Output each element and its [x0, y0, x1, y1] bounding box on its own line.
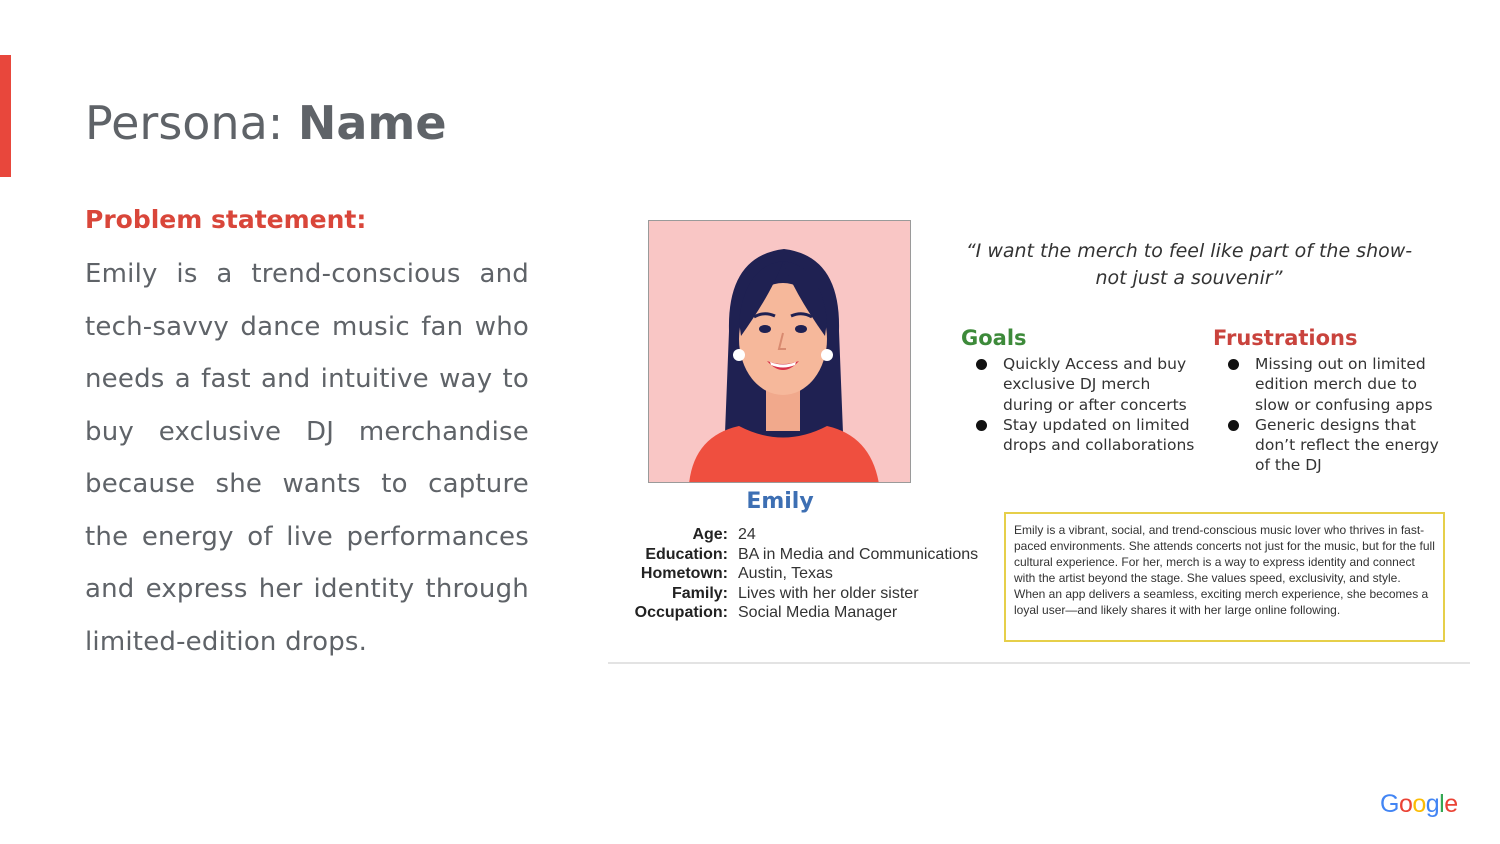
- stat-value: Austin, Texas: [738, 565, 833, 582]
- goal-text: Stay updated on limited drops and collaborations: [1003, 415, 1195, 455]
- stat-value: Social Media Manager: [738, 604, 898, 621]
- accent-bar: [0, 55, 11, 177]
- stat-hometown: [612, 565, 1002, 585]
- persona-name: Emily: [746, 489, 814, 514]
- title-prefix: Persona:: [85, 96, 298, 150]
- page-title: [85, 96, 447, 151]
- frustrations-title: Frustrations: [1213, 326, 1358, 350]
- stat-education: [612, 546, 1002, 566]
- bullet-icon: [976, 359, 987, 370]
- goals-title: Goals: [961, 326, 1027, 350]
- bullet-icon: [1228, 420, 1239, 431]
- goals-list: [961, 354, 1201, 455]
- stat-label: Age:: [692, 526, 728, 543]
- portrait-image: [648, 220, 911, 483]
- logo-letter: e: [1444, 790, 1458, 818]
- logo-letter: G: [1380, 790, 1399, 818]
- persona-stats: [612, 526, 1002, 624]
- stat-value: Lives with her older sister: [738, 584, 919, 602]
- logo-letter: o: [1412, 790, 1426, 818]
- frustration-text: Missing out on limited edition merch due to slow or confusing apps: [1255, 355, 1433, 414]
- problem-statement: Emily is a trend-conscious and tech-savvy dance music fan who needs a fast and intuitive way to buy exclusive DJ merchandise because she wants to capture the energy of live performances and express her identity through limited-edition drops.: [85, 259, 529, 657]
- stat-age: [612, 526, 1002, 546]
- goal-text: Quickly Access and buy exclusive DJ merch during or after concerts: [1003, 355, 1187, 414]
- stat-value: 24: [738, 526, 756, 543]
- frustrations-list: [1213, 354, 1453, 476]
- card-divider: [608, 662, 1470, 664]
- stat-value: BA in Media and Communications: [738, 545, 979, 563]
- logo-letter: g: [1425, 790, 1440, 818]
- persona-quote: “I want the merch to feel like part of the show- not just a souvenir”: [965, 240, 1413, 289]
- frustration-text: Generic designs that don’t reflect the energy of the DJ: [1255, 415, 1439, 475]
- stat-label: Hometown:: [640, 565, 728, 582]
- bullet-icon: [1228, 359, 1239, 370]
- list-item: [1213, 354, 1453, 415]
- problem-heading: Problem statement:: [85, 205, 367, 234]
- list-item: [961, 354, 1201, 415]
- logo-letter: o: [1398, 790, 1413, 818]
- logo-letter: l: [1439, 790, 1445, 818]
- title-name: Name: [297, 96, 447, 150]
- frustrations-section: [1213, 326, 1453, 476]
- stat-label: Education:: [645, 545, 728, 563]
- stat-label: Occupation:: [634, 604, 728, 621]
- list-item: [961, 415, 1201, 456]
- stat-occupation: [612, 604, 1002, 624]
- bullet-icon: [976, 420, 987, 431]
- google-logo: [1380, 790, 1458, 819]
- goals-section: [961, 326, 1201, 455]
- woman-portrait-icon: [649, 221, 911, 483]
- list-item: [1213, 415, 1453, 476]
- stat-family: [612, 585, 1002, 605]
- stat-label: Family:: [671, 584, 728, 602]
- persona-bio: Emily is a vibrant, social, and trend-conscious music lover who thrives in fast-paced environments. She attends concerts not just for the music, but for the full cultural experience. For her, merch is a way to express identity and connect with the artist beyond the stage. She values speed, exclusivity, and style. When an app delivers a seamless, exciting merch experience, she becomes a loyal user—and likely shares it with her large online following.: [1004, 512, 1445, 642]
